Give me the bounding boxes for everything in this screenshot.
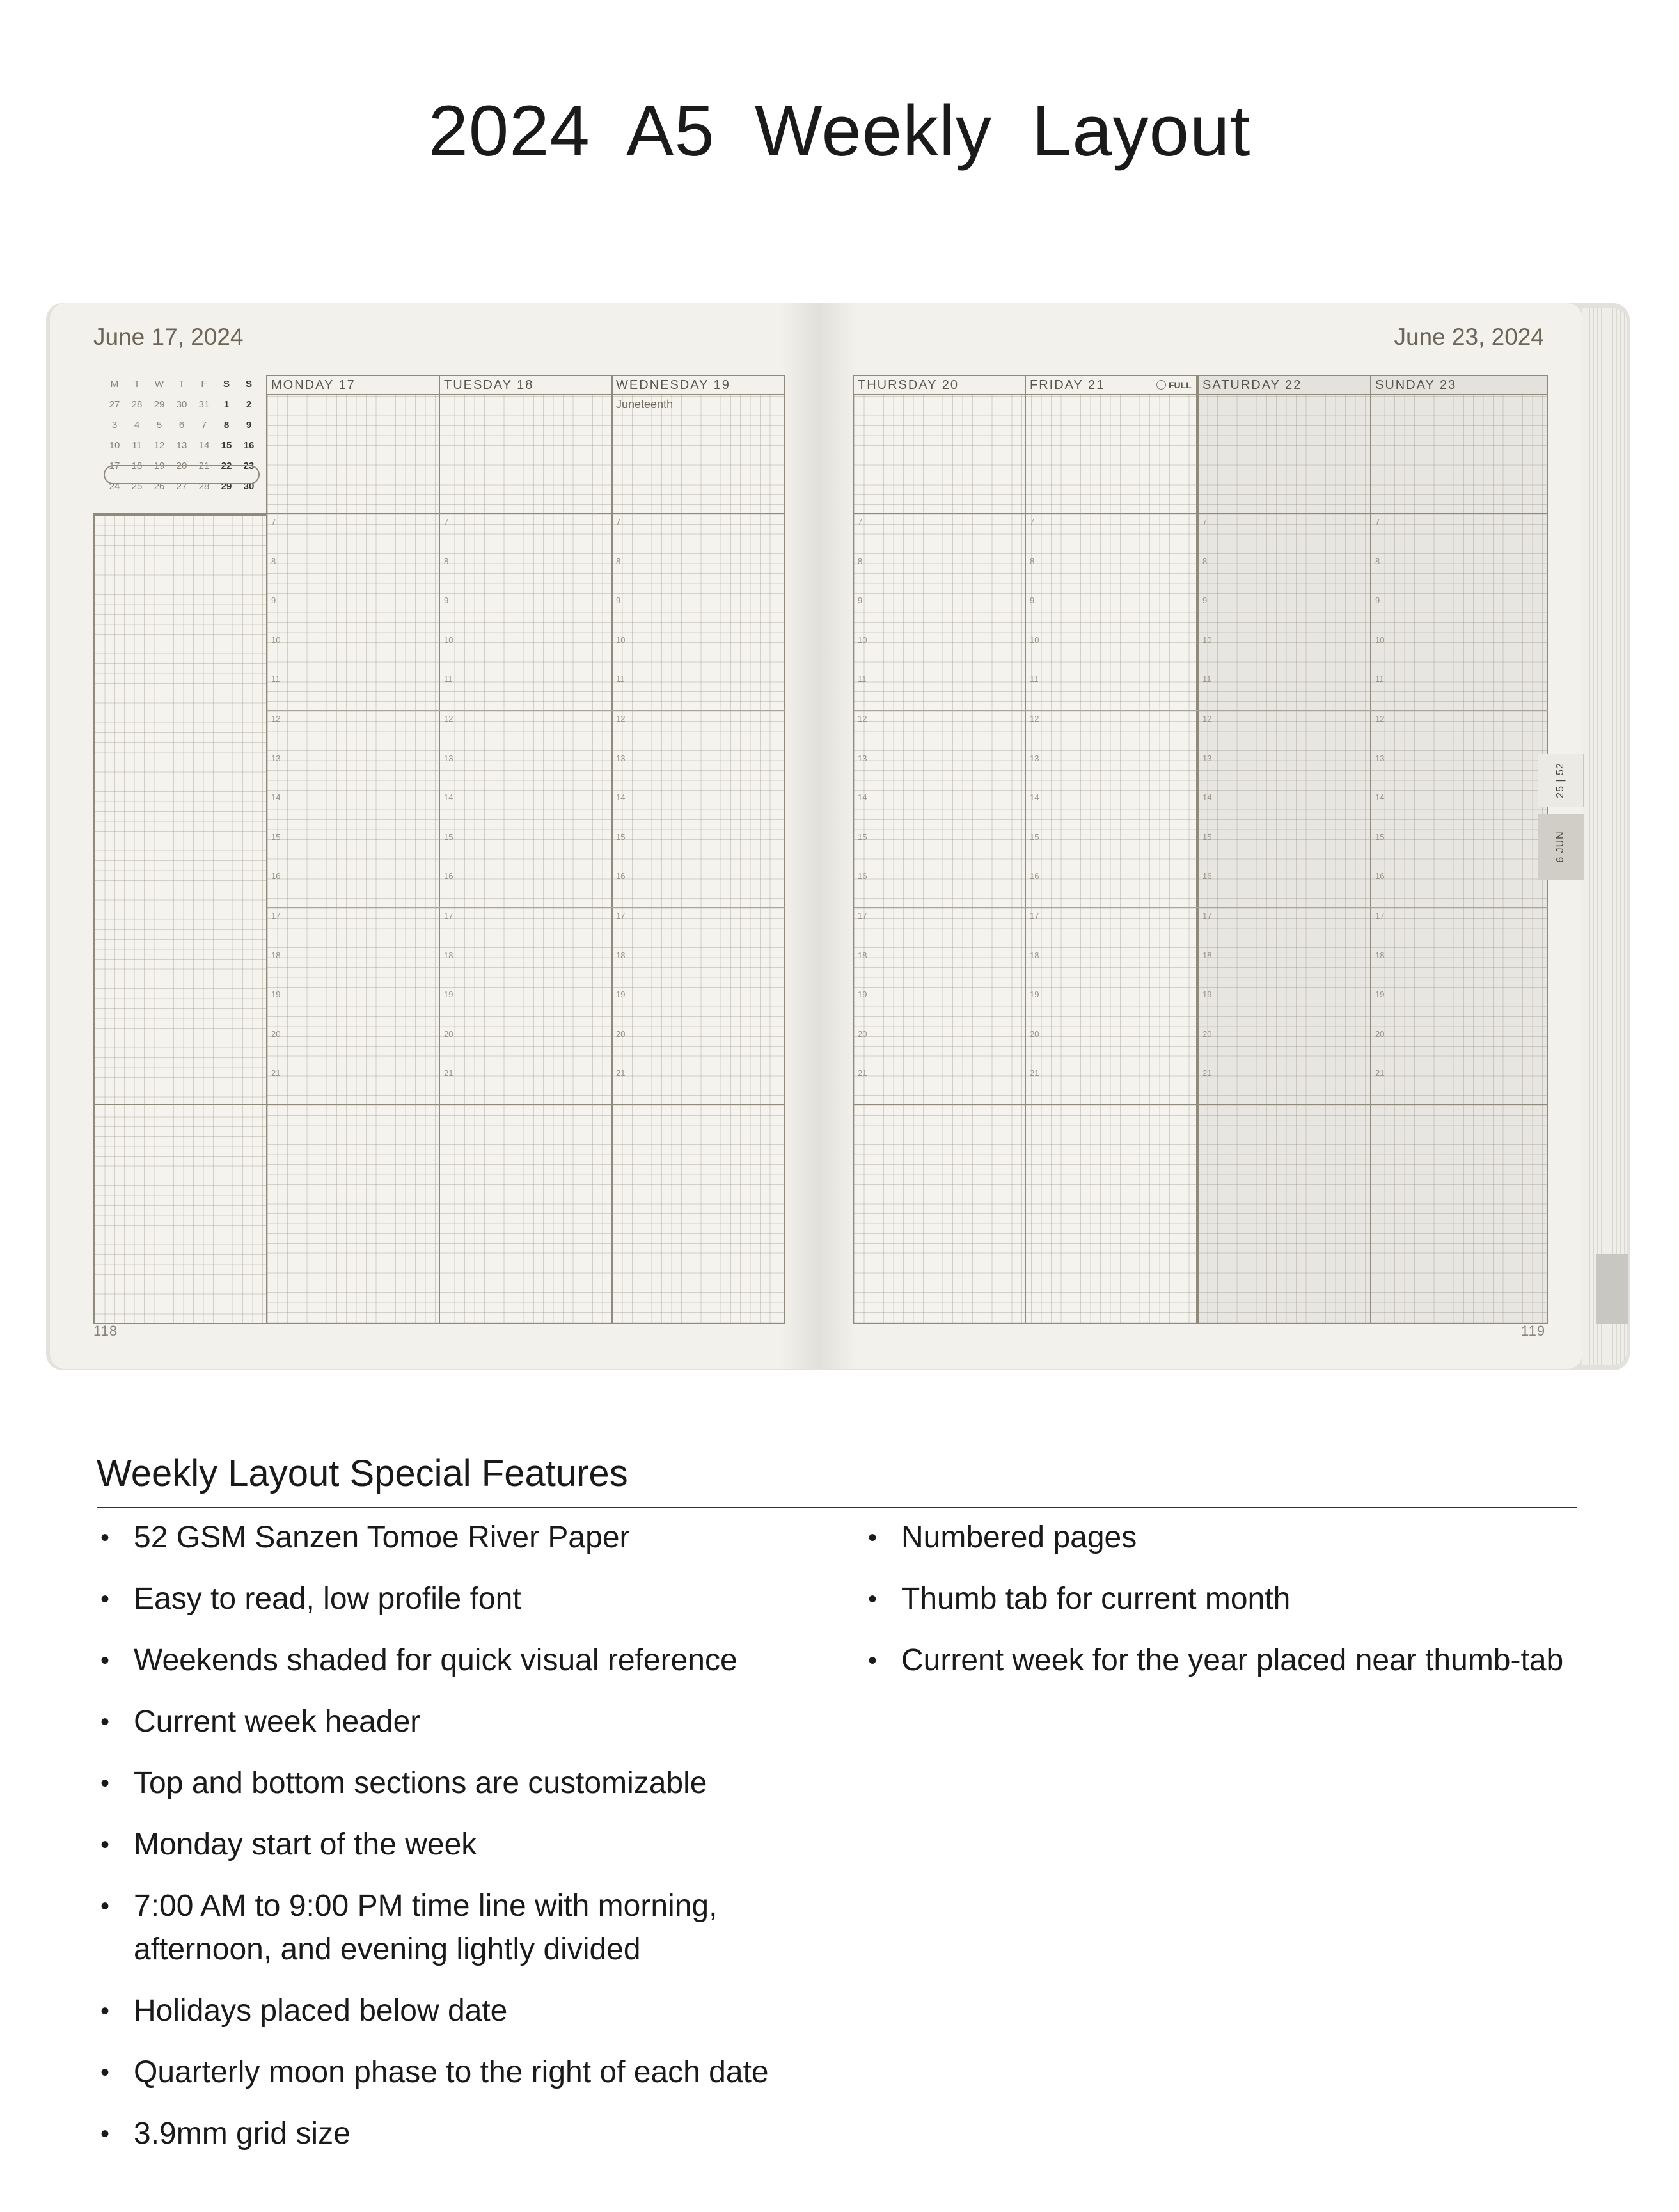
hour-label: 9 [1030, 596, 1035, 606]
holiday-label: Juneteenth [616, 398, 674, 411]
hour-label: 15 [271, 832, 281, 842]
hour-label: 8 [1202, 556, 1208, 566]
hour-label: 8 [616, 556, 621, 566]
hour-label: 16 [858, 871, 867, 881]
mini-calendar-day: 13 [176, 440, 187, 451]
hour-label: 13 [1375, 753, 1385, 763]
feature-item: • Weekends shaded for quick visual reference [97, 1639, 813, 1682]
hour-label: 7 [271, 517, 276, 526]
feature-item: • Quarterly moon phase to the right of each date [97, 2051, 813, 2094]
hour-label: 15 [1375, 832, 1385, 842]
hour-label: 17 [616, 911, 626, 920]
mini-calendar-day: 31 [198, 399, 210, 410]
feature-item: • 7:00 AM to 9:00 PM time line with morning, afternoon, and evening lightly divided [97, 1884, 813, 1971]
mini-calendar-day: 16 [243, 440, 255, 451]
mini-calendar-day: 27 [176, 481, 187, 492]
hour-label: 14 [1375, 793, 1385, 803]
hour-label: 12 [616, 714, 626, 723]
mini-calendar-day: 17 [109, 461, 120, 471]
hour-label: 9 [616, 596, 621, 606]
mini-calendar-day: 27 [109, 399, 120, 410]
hour-label: 10 [616, 635, 626, 645]
hour-label: 19 [271, 990, 281, 1000]
mini-calendar-day: 7 [201, 420, 207, 431]
hour-label: 18 [858, 950, 867, 960]
features-list-left [97, 1516, 813, 2174]
hour-label: 7 [1202, 517, 1208, 526]
right-page-number: 119 [1521, 1323, 1546, 1339]
month-tab-label: 6 JUN [1555, 831, 1566, 863]
day-header-monday: MONDAY 17 [271, 378, 356, 392]
features-heading: Weekly Layout Special Features [97, 1453, 628, 1494]
mini-calendar-weekday: W [154, 379, 164, 390]
day-header-wednesday: WEDNESDAY 19 [616, 378, 730, 392]
hour-label: 7 [1375, 517, 1380, 526]
hour-label: 15 [444, 832, 453, 842]
hour-label: 20 [1030, 1029, 1039, 1039]
mini-calendar-day: 3 [111, 420, 118, 431]
hour-label: 16 [616, 871, 626, 881]
features-divider [97, 1507, 1577, 1508]
feature-item: • Numbered pages [864, 1516, 1600, 1560]
hour-label: 13 [1202, 753, 1212, 763]
day-header-thursday: THURSDAY 20 [858, 378, 959, 392]
mini-calendar-day: 30 [243, 481, 255, 492]
hour-label: 19 [616, 990, 626, 1000]
weekend-grid [1196, 375, 1548, 1324]
mini-calendar-day: 4 [134, 420, 140, 431]
hour-label: 8 [858, 556, 863, 566]
hour-label: 15 [616, 832, 626, 842]
hour-label: 10 [1202, 635, 1212, 645]
hour-label: 20 [271, 1029, 281, 1039]
hour-label: 14 [1030, 793, 1039, 803]
hour-label: 12 [858, 714, 867, 723]
hour-label: 11 [1030, 674, 1039, 684]
hour-label: 8 [1375, 556, 1380, 566]
mini-calendar-day: 14 [198, 440, 210, 451]
hour-label: 14 [1202, 793, 1212, 803]
mini-calendar-weekday: S [223, 379, 230, 390]
hour-label: 11 [1375, 674, 1384, 684]
hour-label: 10 [1375, 635, 1385, 645]
left-page-date: June 17, 2024 [93, 324, 244, 350]
hour-label: 17 [1030, 911, 1039, 920]
day-header-tuesday: TUESDAY 18 [444, 378, 534, 392]
right-page-date: June 23, 2024 [1394, 324, 1544, 350]
hour-label: 20 [444, 1029, 453, 1039]
hour-label: 12 [444, 714, 453, 723]
hour-label: 20 [1202, 1029, 1212, 1039]
hour-label: 8 [444, 556, 449, 566]
mini-calendar-day: 11 [132, 440, 142, 451]
hour-label: 11 [271, 674, 280, 684]
hour-label: 20 [1375, 1029, 1385, 1039]
mini-calendar-day: 23 [243, 461, 255, 471]
hour-label: 13 [858, 753, 867, 763]
mini-calendar-day: 6 [178, 420, 185, 431]
moon-phase-label: FULL [1169, 380, 1192, 390]
hour-label: 9 [1375, 596, 1380, 606]
hour-label: 19 [858, 990, 867, 1000]
full-moon-icon [1156, 380, 1166, 390]
features-list-right [864, 1516, 1600, 1700]
hour-label: 18 [1202, 950, 1212, 960]
feature-item: • Thumb tab for current month [864, 1577, 1600, 1621]
left-days-grid [266, 375, 785, 1324]
mini-calendar-day: 26 [154, 481, 165, 492]
mini-calendar-day: 9 [246, 420, 252, 431]
mini-calendar-day: 22 [221, 461, 232, 471]
feature-item: • Current week for the year placed near thumb-tab [864, 1639, 1600, 1682]
hour-label: 17 [1202, 911, 1212, 920]
hour-label: 16 [1202, 871, 1212, 881]
day-header-sunday: SUNDAY 23 [1375, 378, 1457, 392]
mini-calendar-day: 2 [246, 399, 252, 410]
day-header-saturday: SATURDAY 22 [1202, 378, 1302, 392]
hour-label: 18 [1030, 950, 1039, 960]
feature-item: • Current week header [97, 1700, 813, 1744]
hour-label: 19 [444, 990, 453, 1000]
page-edges [1582, 308, 1627, 1365]
mini-calendar-weekday: M [110, 379, 119, 390]
hour-label: 12 [1375, 714, 1385, 723]
left-page-number: 118 [93, 1323, 118, 1339]
hour-label: 10 [444, 635, 453, 645]
mini-calendar-day: 5 [156, 420, 162, 431]
feature-item: • 3.9mm grid size [97, 2112, 813, 2156]
hour-label: 13 [1030, 753, 1039, 763]
hour-label: 7 [858, 517, 863, 526]
mini-calendar-day: 12 [154, 440, 165, 451]
hour-label: 7 [616, 517, 621, 526]
hour-label: 18 [271, 950, 281, 960]
hour-label: 17 [858, 911, 867, 920]
hour-label: 15 [858, 832, 867, 842]
mini-calendar-day: 29 [221, 481, 232, 492]
hour-label: 20 [858, 1029, 867, 1039]
hour-label: 16 [271, 871, 281, 881]
notes-grid [93, 514, 268, 1324]
week-number-label: 25 | 52 [1555, 762, 1566, 798]
week-number-tab[interactable] [1538, 754, 1584, 807]
hour-label: 11 [1202, 674, 1211, 684]
hour-label: 13 [616, 753, 626, 763]
hour-label: 7 [1030, 517, 1035, 526]
hour-label: 14 [616, 793, 626, 803]
mini-calendar-day: 18 [131, 461, 143, 471]
hour-label: 11 [616, 674, 625, 684]
hour-label: 19 [1375, 990, 1385, 1000]
day-header-friday: FRIDAY 21 [1030, 378, 1105, 392]
hour-label: 19 [1202, 990, 1212, 1000]
hour-label: 9 [1202, 596, 1208, 606]
hour-label: 21 [616, 1068, 626, 1078]
hour-label: 21 [444, 1068, 453, 1078]
hour-label: 12 [1202, 714, 1212, 723]
hour-label: 11 [444, 674, 453, 684]
hour-label: 13 [444, 753, 453, 763]
mini-calendar-day: 24 [109, 481, 120, 492]
mini-calendar-day: 29 [154, 399, 165, 410]
mini-calendar-weekday: T [134, 379, 140, 390]
mini-calendar-day: 25 [131, 481, 143, 492]
hour-label: 10 [1030, 635, 1039, 645]
hour-label: 21 [1375, 1068, 1385, 1078]
feature-item: • Holidays placed below date [97, 1989, 813, 2033]
hour-label: 19 [1030, 990, 1039, 1000]
hour-label: 18 [1375, 950, 1385, 960]
mini-calendar-day: 28 [131, 399, 143, 410]
hour-label: 20 [616, 1029, 626, 1039]
hour-label: 18 [616, 950, 626, 960]
hour-label: 15 [1202, 832, 1212, 842]
hour-label: 13 [271, 753, 281, 763]
mini-calendar-weekday: S [245, 379, 252, 390]
hour-label: 9 [858, 596, 863, 606]
hour-label: 18 [444, 950, 453, 960]
mini-calendar-day: 20 [176, 461, 187, 471]
hour-label: 12 [271, 714, 281, 723]
mini-calendar-day: 15 [221, 440, 232, 451]
feature-item: • Top and bottom sections are customizable [97, 1762, 813, 1805]
hour-label: 16 [1030, 871, 1039, 881]
hour-label: 8 [271, 556, 276, 566]
hour-label: 17 [271, 911, 281, 920]
hour-label: 15 [1030, 832, 1039, 842]
hour-label: 21 [1030, 1068, 1039, 1078]
hour-label: 14 [444, 793, 453, 803]
mini-calendar-day: 19 [154, 461, 165, 471]
hour-label: 12 [1030, 714, 1039, 723]
hour-label: 21 [271, 1068, 281, 1078]
mini-calendar-day: 1 [223, 399, 230, 410]
page-edge-marker [1596, 1254, 1628, 1324]
feature-item: • Monday start of the week [97, 1823, 813, 1867]
hour-label: 11 [858, 674, 867, 684]
hour-label: 10 [858, 635, 867, 645]
hour-label: 21 [858, 1068, 867, 1078]
hour-label: 17 [444, 911, 453, 920]
hour-label: 21 [1202, 1068, 1212, 1078]
hour-label: 14 [271, 793, 281, 803]
mini-calendar-day: 30 [176, 399, 187, 410]
hour-label: 16 [444, 871, 453, 881]
feature-item: • Easy to read, low profile font [97, 1577, 813, 1621]
hour-label: 17 [1375, 911, 1385, 920]
feature-item: • 52 GSM Sanzen Tomoe River Paper [97, 1516, 813, 1560]
mini-calendar-day: 28 [198, 481, 210, 492]
mini-calendar-day: 8 [223, 420, 230, 431]
hour-label: 7 [444, 517, 449, 526]
mini-calendar-weekday: T [178, 379, 185, 390]
month-thumb-tab[interactable] [1538, 814, 1584, 880]
hour-label: 8 [1030, 556, 1035, 566]
mini-calendar-day: 10 [109, 440, 120, 451]
mini-calendar-day: 21 [198, 461, 210, 471]
hour-label: 16 [1375, 871, 1385, 881]
current-week-highlight [104, 465, 260, 484]
mini-calendar-weekday: F [201, 379, 207, 390]
hour-label: 9 [444, 596, 449, 606]
hour-label: 14 [858, 793, 867, 803]
page-title: 2024 A5 Weekly Layout [428, 91, 1251, 171]
hour-label: 9 [271, 596, 276, 606]
hour-label: 10 [271, 635, 281, 645]
